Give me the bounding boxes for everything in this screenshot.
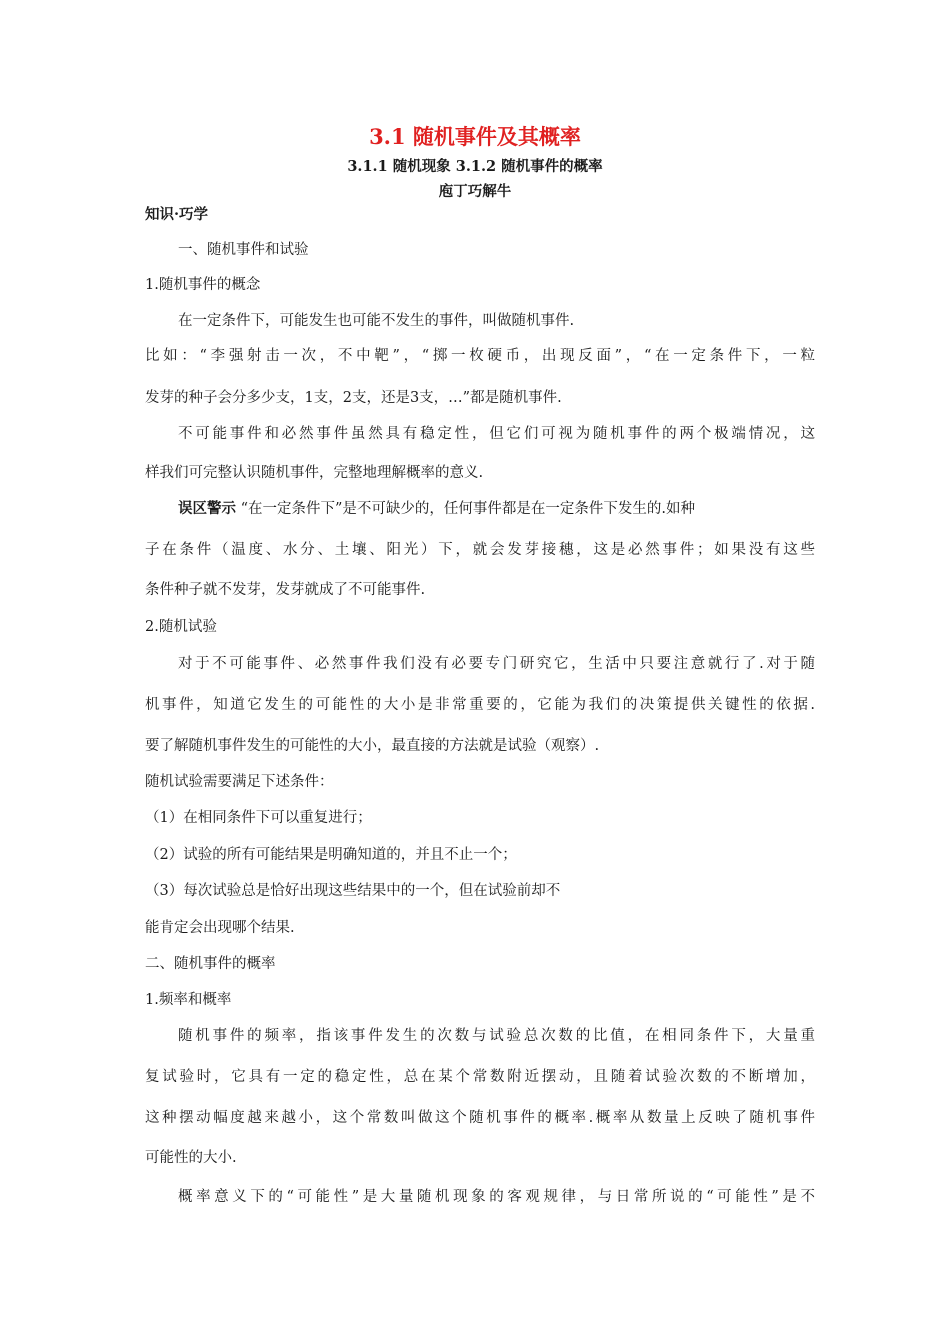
paragraph-line: 发芽的种子会分多少支，1支，2支，还是3支，…”都是随机事件. xyxy=(145,390,562,406)
heading-2: 二、随机事件的概率 xyxy=(145,956,276,972)
paragraph-line: 不可能事件和必然事件虽然具有稳定性，但它们可视为随机事件的两个极端情况，这 xyxy=(178,426,815,442)
page-title: 3.1 随机事件及其概率 xyxy=(369,124,581,149)
section-subtitle: 3.1.1 随机现象 3.1.2 随机事件的概率 xyxy=(347,158,603,175)
paragraph-line: 随机事件的频率，指该事件发生的次数与试验总次数的比值，在相同条件下，大量重 xyxy=(178,1028,815,1044)
section-label: 知识·巧学 xyxy=(145,206,209,223)
paragraph-line: 比如：“李强射击一次，不中靶”，“掷一枚硬币，出现反面”，“在一定条件下，一粒 xyxy=(145,348,815,364)
section-subtitle-2: 庖丁巧解牛 xyxy=(438,183,512,200)
heading-1: 一、随机事件和试验 xyxy=(178,242,309,258)
subheading-3: 1.频率和概率 xyxy=(145,992,232,1008)
paragraph-line: 对于不可能事件、必然事件我们没有必要专门研究它，生活中只要注意就行了.对于随 xyxy=(178,656,815,672)
subheading-2: 2.随机试验 xyxy=(145,619,217,635)
paragraph-line: 样我们可完整认识随机事件，完整地理解概率的意义. xyxy=(145,465,484,481)
paragraph-line: 复试验时，它具有一定的稳定性，总在某个常数附近摆动，且随着试验次数的不断增加， xyxy=(145,1069,815,1085)
subheading-1: 1.随机事件的概念 xyxy=(145,277,261,293)
warning-text: “在一定条件下”是不可缺少的，任何事件都是在一定条件下发生的.如种 xyxy=(240,501,696,517)
paragraph-line: 可能性的大小. xyxy=(145,1150,237,1166)
list-item: （3）每次试验总是恰好出现这些结果中的一个，但在试验前却不 xyxy=(145,883,561,899)
paragraph-line: 条件种子就不发芽，发芽就成了不可能事件. xyxy=(145,582,426,598)
paragraph-line: 能肯定会出现哪个结果. xyxy=(145,920,295,936)
paragraph-line: 随机试验需要满足下述条件： xyxy=(145,774,334,790)
list-item: （2）试验的所有可能结果是明确知道的，并且不止一个； xyxy=(145,847,517,863)
paragraph-line: 这种摆动幅度越来越小，这个常数叫做这个随机事件的概率.概率从数量上反映了随机事件 xyxy=(145,1110,815,1126)
warning-line xyxy=(178,499,815,519)
paragraph-line: 子在条件（温度、水分、土壤、阳光）下，就会发芽接穗，这是必然事件；如果没有这些 xyxy=(145,542,815,558)
paragraph-line: 机事件，知道它发生的可能性的大小是非常重要的，它能为我们的决策提供关键性的依据. xyxy=(145,697,815,713)
list-item: （1）在相同条件下可以重复进行； xyxy=(145,810,372,826)
paragraph-line: 概率意义下的“可能性”是大量随机现象的客观规律，与日常所说的“可能性”是不 xyxy=(178,1189,815,1205)
paragraph-line: 在一定条件下，可能发生也可能不发生的事件，叫做随机事件. xyxy=(178,313,575,329)
warning-label: 误区警示 xyxy=(178,500,236,517)
paragraph-line: 要了解随机事件发生的可能性的大小，最直接的方法就是试验（观察）. xyxy=(145,738,600,754)
